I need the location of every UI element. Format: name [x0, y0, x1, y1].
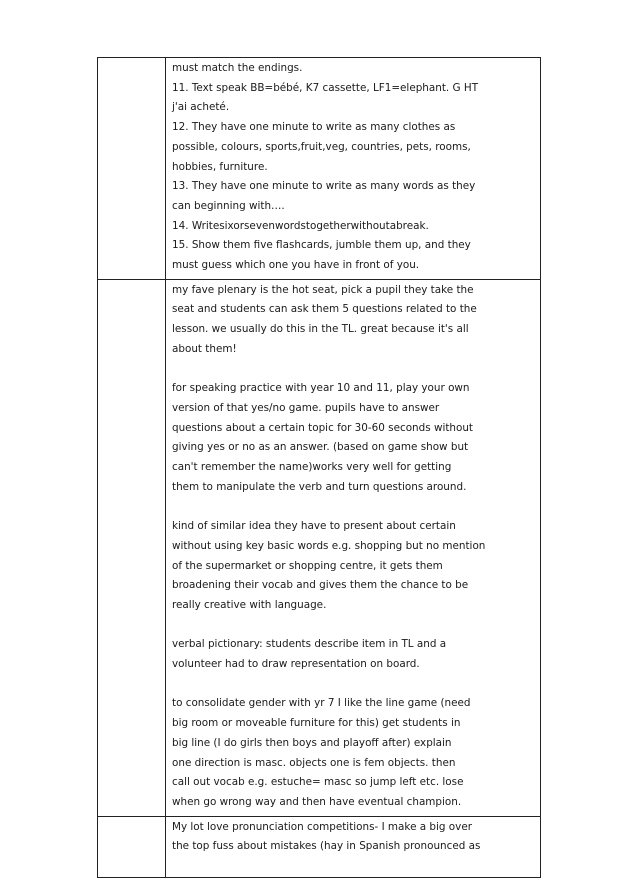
text-line: for speaking practice with year 10 and 11, play your own — [172, 382, 470, 395]
content-cell — [166, 279, 541, 816]
text-line: my fave plenary is the hot seat, pick a pupil they take the — [172, 283, 474, 296]
text-line: one direction is masc. objects one is fem objects. then — [172, 756, 456, 769]
text-line: possible, colours, sports,fruit,veg, countries, pets, rooms, — [172, 140, 471, 153]
text-line: must guess which one you have in front of you. — [172, 259, 420, 272]
text-line: big room or moveable furniture for this) get students in — [172, 717, 461, 730]
text-line: the top fuss about mistakes (hay in Spanish pronounced as — [172, 840, 481, 853]
content-cell — [166, 816, 541, 877]
table-row — [98, 279, 541, 816]
table-row — [98, 816, 541, 877]
text-line: about them! — [172, 342, 237, 355]
text-line: of the supermarket or shopping centre, it gets them — [172, 559, 443, 572]
text-line: giving yes or no as an answer. (based on game show but — [172, 441, 469, 454]
text-line: them to manipulate the verb and turn questions around. — [172, 480, 467, 493]
text-line: big line (I do girls then boys and playoff after) explain — [172, 736, 452, 749]
text-line: must match the endings. — [172, 62, 303, 74]
text-line: verbal pictionary: students describe item in TL and a — [172, 638, 447, 651]
text-line: My lot love pronunciation competitions- I make a big over — [172, 820, 472, 833]
text-line: lesson. we usually do this in the TL. great because it's all — [172, 323, 469, 336]
table-row — [98, 58, 541, 280]
cell-text — [166, 58, 540, 279]
text-line: can beginning with…. — [172, 199, 285, 212]
tips-table — [97, 57, 541, 878]
text-line: seat and students can ask them 5 questions related to the — [172, 303, 477, 316]
text-line: kind of similar idea they have to present about certain — [172, 520, 456, 533]
text-line: to consolidate gender with yr 7 I like the line game (need — [172, 697, 471, 710]
text-line: 14. Writesixorsevenwordstogetherwithoutabreak. — [172, 219, 429, 232]
paragraph-gap — [172, 360, 536, 380]
text-line: can't remember the name)works very well for getting — [172, 461, 452, 474]
text-line: really creative with language. — [172, 598, 327, 611]
text-line: 12. They have one minute to write as many clothes as — [172, 121, 456, 134]
cell-text — [166, 817, 540, 860]
text-line: call out vocab e.g. estuche= masc so jump left etc. lose — [172, 776, 464, 789]
text-line: hobbies, furniture. — [172, 160, 268, 173]
text-line: 13. They have one minute to write as many words as they — [172, 180, 476, 193]
paragraph-gap — [172, 675, 536, 695]
text-line: questions about a certain topic for 30-60 seconds without — [172, 421, 474, 434]
text-line: 11. Text speak BB=bébé, K7 cassette, LF1=elephant. G HT — [172, 81, 479, 94]
left-column-cell — [98, 58, 166, 280]
text-line: 15. Show them five flashcards, jumble them up, and they — [172, 239, 471, 252]
text-line: when go wrong way and then have eventual champion. — [172, 795, 462, 808]
text-line: j'ai acheté. — [172, 101, 230, 114]
content-cell — [166, 58, 541, 280]
text-line: version of that yes/no game. pupils have to answer — [172, 401, 440, 414]
paragraph-gap — [172, 497, 536, 517]
left-column-cell — [98, 279, 166, 816]
text-line: volunteer had to draw representation on board. — [172, 658, 420, 671]
left-column-cell — [98, 816, 166, 877]
cell-text — [166, 280, 540, 816]
text-line: broadening their vocab and gives them the chance to be — [172, 579, 469, 592]
paragraph-gap — [172, 616, 536, 636]
text-line: without using key basic words e.g. shopping but no mention — [172, 539, 486, 552]
